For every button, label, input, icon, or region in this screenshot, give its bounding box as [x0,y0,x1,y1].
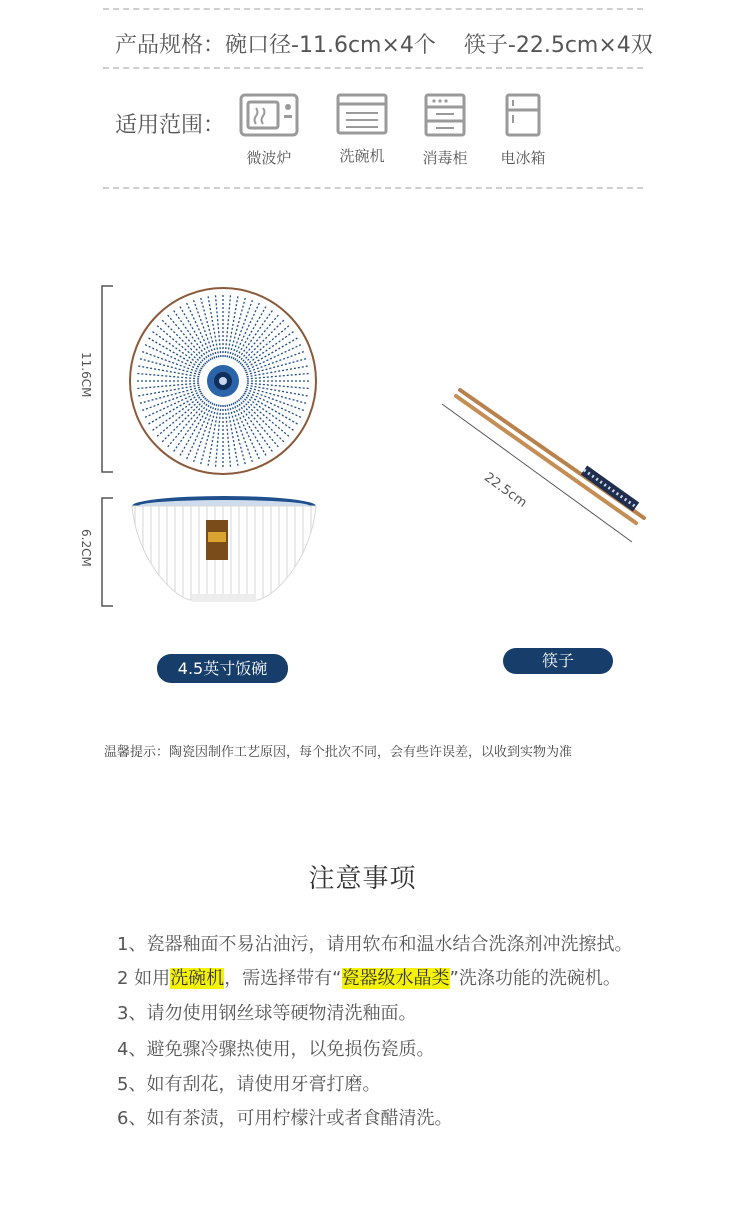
care-item-3: 3、请勿使用钢丝球等硬物清洗釉面。 [117,1003,417,1024]
care-item-2-post: ”洗涤功能的洗碗机。 [449,968,621,989]
chopstick-pill: 筷子 [503,648,613,674]
bowl-top-view [128,286,318,476]
chopsticks-image [436,384,650,544]
divider-bottom [103,187,643,189]
bowl-side-view [128,494,320,606]
care-title: 注意事项 [308,864,417,894]
bowl-pill: 4.5英寸饭碗 [157,654,288,683]
care-item-2-pre: 2 如用 [117,968,171,989]
spec-row [115,28,653,59]
dimension-brackets [95,284,120,610]
spec-label: 产品规格： [115,33,226,58]
apply-label-sterilizer: 消毒柜 [422,149,468,167]
care-item-1: 1、瓷器釉面不易沾油污，请用软布和温水结合洗涤剂冲洗擦拭。 [117,934,633,955]
apply-label-microwave: 微波炉 [246,149,292,167]
apply-label-refrigerator: 电冰箱 [500,149,546,167]
spec-chopsticks: 筷子-22.5cm×4双 [463,33,653,58]
apply-item-microwave [229,93,309,168]
dishwasher-icon [336,93,388,135]
sterilizer-cabinet-icon [424,93,466,137]
apply-item-refrigerator [483,93,563,168]
care-highlight-crystal: 瓷器级水晶类 [341,968,450,989]
tip-text: 温馨提示：陶瓷因制作工艺原因，每个批次不同，会有些许误差，以收到实物为准 [104,745,573,760]
apply-label-dishwasher: 洗碗机 [339,147,385,165]
divider-top [103,8,643,10]
care-highlight-dishwasher: 洗碗机 [170,968,225,989]
care-item-6: 6、如有茶渍，可用柠檬汁或者食醋清洗。 [117,1108,453,1129]
chopstick-length-label: 22.5cm [481,470,530,511]
care-item-2 [117,964,621,990]
refrigerator-icon [505,93,541,137]
apply-label: 适用范围： [115,113,226,138]
divider-middle [103,67,643,69]
microwave-icon [239,93,299,137]
bowl-diameter-label: 11.6CM [79,352,93,398]
apply-item-dishwasher [322,93,402,166]
bowl-height-label: 6.2CM [79,529,93,567]
spec-bowl: 碗口径-11.6cm×4个 [225,33,436,58]
care-item-4: 4、避免骤冷骤热使用，以免损伤瓷质。 [117,1039,435,1060]
care-item-5: 5、如有刮花，请使用牙膏打磨。 [117,1074,381,1095]
care-item-2-mid: ，需选择带有“ [224,968,342,989]
apply-item-sterilizer [405,93,485,168]
